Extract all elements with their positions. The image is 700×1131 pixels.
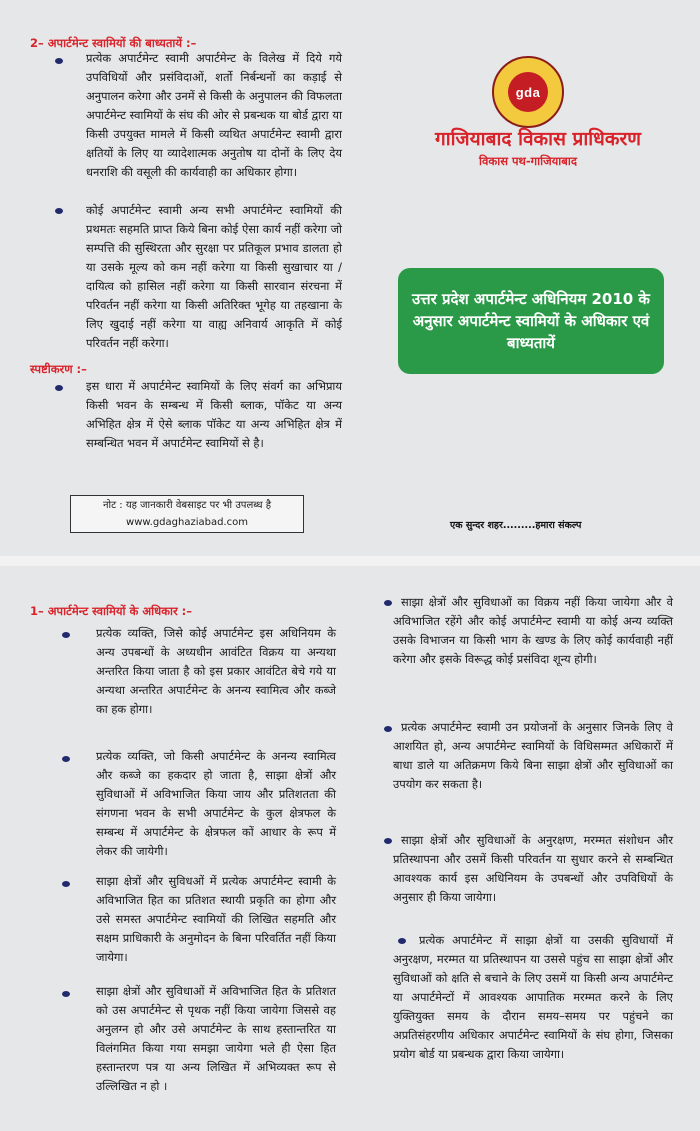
gda-logo <box>492 56 564 128</box>
bullet-icon <box>55 385 63 391</box>
explanation-heading: स्पष्टीकरण :– <box>30 362 87 376</box>
organization-address: विकास पथ-गाजियाबाद <box>479 154 577 168</box>
bullet-icon <box>62 991 70 997</box>
rights-item: प्रत्येक व्यक्ति, जो किसी अपार्टमेन्ट के अनन्य स्वामित्व और कब्जे का हकदार हो जाता है, साझा क्षेत्रों और सुविधाओं में अविभाजित किया जाय और प्रतिशतता की संगणना भवन के सभी अपार्टमेन्ट के कुल क्षेत्रफल के सम्बन्ध में अपार्टमेन्ट के क्षेत्रफल कों आधार के रूप में लेकर की जायेगी। <box>96 749 336 858</box>
rights-item: साझा क्षेत्रों और सुविधाओं में अविभाजित हित के प्रतिशत को उस अपार्टमेन्ट से पृथक नहीं किया जायेगा जिससे वह अनुलग्न हो और उसे अपार्टमेन्ट के साथ हस्तान्तरित या विलंगमित किया गया समझा जायेगा भले ही ऐसा हित हस्तान्तरण पत्र या अन्य लिखित में अभिव्यक्त रूप से उल्लिखित न हो । <box>96 984 336 1093</box>
obligation-item: प्रत्येक अपार्टमेन्ट स्वामी अपार्टमेन्ट के विलेख में दिये गये उपविधियों और प्रसंविदाओं, शर्तो निर्बन्धनों का कड़ाई से अनुपालन करेगा और उनमें से किसी के अनुपालन की विफलता अपार्टमेन्ट स्वामियों के संघ की ओर से प्रबन्धक या बोर्ड द्वारा या किसी उपयुक्त मामले में किसी व्यथित अपार्टमेन्ट स्वामी द्वारा क्षतियों के लिए या व्यादेशात्मक अनुतोष या दोनों के लिए देय धनराशि की वसूली की कार्यवाही का अधिकार होगा। <box>86 51 342 179</box>
logo-text: gda <box>515 84 541 100</box>
bullet-icon <box>55 58 63 64</box>
obligation-item: कोई अपार्टमेन्ट स्वामी अन्य सभी अपार्टमेन्ट स्वामियों की प्रथमतः सहमति प्राप्त किये बिना कोई ऐसा कार्य नहीं करेगा जो सम्पत्ति की सुस्थिरता और सुरक्षा पर प्रतिकूल प्रभाव डालता हो या उसके मूल्य को कम नहीं करेगा या किसी सुखाचार या / दायित्व को हासिल नहीं करेगा या किसी सारवान संरचना में परिवर्तन नहीं करेगा या किसी अतिरिक्त भूगेह या तहखाना के लिए खुदाई नहीं करेगा या वाह्य अनिवार्य आकृति में कोई परिवर्तन नहीं करेगा। <box>86 203 342 350</box>
title-banner <box>398 268 664 374</box>
rights-heading: 1– अपार्टमेन्ट स्वामियों के अधिकार :– <box>30 604 193 618</box>
brochure-title: उत्तर प्रदेश अपार्टमेन्ट अधिनियम 2010 के अनुसार अपार्टमेन्ट स्वामियों के अधिकार एवं बाध्यतायें <box>412 290 650 352</box>
rights-item: साझा क्षेत्रों और सुविधाओं के अनुरक्षण, मरम्मत संशोधन और प्रतिस्थापना और उसमें किसी परिवर्तन या सुधार करने से सम्बन्धित आवश्यक कार्य इस अधिनियम के उपबन्धों और उपविधियों के अनुसार ही किया जायेगा। <box>393 833 673 904</box>
organization-name: गाजियाबाद विकास प्राधिकरण <box>435 128 641 150</box>
bullet-icon <box>384 838 392 844</box>
bullet-icon <box>55 208 63 214</box>
tagline: एक सुन्दर शहर.........हमारा संकल्प <box>450 520 582 531</box>
panel-divider <box>0 556 700 566</box>
rights-item: प्रत्येक अपार्टमेन्ट स्वामी उन प्रयोजनों के अनुसार जिनके लिए वे आशयित हो, अन्य अपार्टमेन्ट स्वामियों के विधिसम्मत अधिकारों में बाधा डाले या अतिक्रमण किये बिना साझा क्षेत्रों और सुविधाओं का उपयोग कर सकता है। <box>393 720 673 791</box>
bullet-icon <box>62 632 70 638</box>
brochure-back-panel <box>0 0 700 556</box>
bullet-icon <box>384 726 392 732</box>
bullet-icon <box>62 756 70 762</box>
bullet-icon <box>62 881 70 887</box>
rights-item: साझा क्षेत्रों और सुविधओं में प्रत्येक अपार्टमेन्ट स्वामी के अविभाजित हित का प्रतिशत स्थायी प्रकृति का होगा और उसे समस्त अपार्टमेन्ट स्वामियों की लिखित सहमति और सक्षम प्राधिकारी के अनुमोदन के बिना परिवर्तित नहीं किया जायेगा। <box>96 874 336 964</box>
website-note-box <box>70 495 304 533</box>
bullet-icon <box>384 600 392 606</box>
rights-item: प्रत्येक व्यक्ति, जिसे कोई अपार्टमेन्ट इस अधिनियम के अन्य उपबन्धों के अध्यधीन आवंटित विक्रय या अन्यथा अन्तरित किया जाता है को इस प्रकार आवंटित बेचे गये या अन्यथा अन्तरित अपार्टमेन्ट के अनन्य स्वामित्व और कब्जे का हक होगा। <box>96 626 336 716</box>
obligations-heading: 2– अपार्टमेन्ट स्वामियों की बाध्यतायें :– <box>30 36 197 50</box>
note-text: नोट : यह जानकारी वेबसाइट पर भी उपलब्ध है <box>102 500 272 511</box>
explanation-text: इस धारा में अपार्टमेन्ट स्वामियों के लिए संवर्ग का अभिप्राय किसी भवन के सम्बन्ध में किसी ब्लाक, पॉकेट या अन्य अभिहित क्षेत्र में ऐसे ब्लाक पॉकेट या अन्य अभिहित क्षेत्र में सम्बन्धित भवन में अपार्टमेन्ट स्वामियों से है। <box>86 379 342 450</box>
brochure-inner-panel <box>0 566 700 1131</box>
rights-item: प्रत्येक अपार्टमेन्ट में साझा क्षेत्रों या उसकी सुविधायों में अनुरक्षण, मरम्मत या प्रतिस्थापन या उससे पहुंच सा साझा क्षेत्रों और सुविधाओं को क्षति से बचाने के लिए उसमें या किसी अन्य अपार्टमेन्ट या अपार्टमेन्टों में आवश्यक आपातिक मरम्मत करने के लिए युक्तियुक्त समय के दौरान समय–समय पर पहुंचने का अप्रतिसंहरणीय अधिकार अपार्टमेन्ट स्वामियों के संघ होगा, जिसका प्रयोग बोर्ड या प्रबन्धक द्वारा किया जायेगा। <box>393 933 673 1061</box>
website-link[interactable]: www.gdaghaziabad.com <box>126 517 248 528</box>
rights-item: साझा क्षेत्रों और सुविधाओं का विक्रय नहीं किया जायेगा और वे अविभाजित रहेंगे और कोई अपार्टमेन्ट स्वामी या कोई अन्य व्यक्ति उसके विभाजन या किसी भाग के खण्ड के लिए कोई कार्यवाही नहीं करेगा और इसके विरूद्ध कोई प्रसंविदा शून्य होगी। <box>393 595 673 666</box>
logo-emblem-icon <box>508 72 548 112</box>
